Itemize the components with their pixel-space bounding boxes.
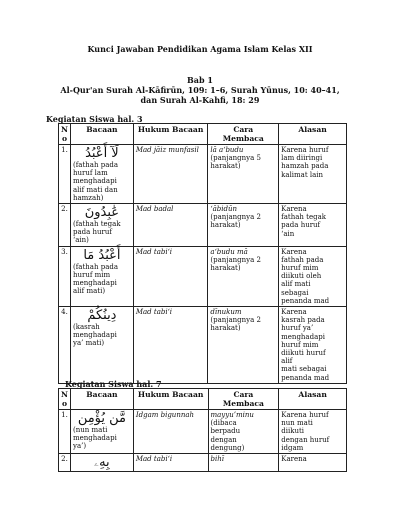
- alasan-line: pada huruf: [281, 221, 321, 230]
- arabic-text: بِهِۦ: [94, 455, 110, 471]
- alasan-line: huruf mim: [281, 340, 319, 349]
- bacaan-cell: [70, 454, 133, 472]
- header-no-line1: N: [61, 125, 68, 134]
- document-title: Kunci Jawaban Pendidikan Agama Islam Kelas XII: [87, 44, 313, 54]
- cara-line: ‘ābidūn: [210, 205, 238, 214]
- bacaan-note-line: menghadapi: [72, 331, 117, 340]
- alasan-line: mati sebagai: [281, 365, 327, 374]
- table-header-row: [59, 389, 347, 410]
- arabic-text: عَٰبِدُونَ: [84, 205, 120, 221]
- header-cara-line1: Cara: [233, 390, 254, 399]
- alasan-line: Karena: [281, 205, 307, 214]
- arabic-text: دِينُكُمْ: [87, 308, 117, 324]
- cara-line: harakat): [210, 264, 241, 273]
- alasan-line: Karena huruf: [281, 146, 329, 154]
- bacaan-note-line: menghadapi: [72, 434, 117, 443]
- header-cara-line2: Membaca: [222, 134, 264, 143]
- bacaan-note-line: ‘ain): [72, 236, 89, 245]
- cara-line: dengung): [210, 443, 245, 452]
- alasan-cell: [279, 410, 347, 454]
- alasan-line: Karena: [281, 455, 307, 464]
- cara-line: (panjangnya 5: [210, 154, 261, 163]
- bacaan-note-line: (fathah tegak: [72, 220, 121, 229]
- alasan-line: huruf ya’: [281, 324, 314, 333]
- alasan-line: diikuti oleh: [281, 272, 322, 281]
- cara-line: harakat): [210, 324, 241, 333]
- alasan-line: ‘ain: [281, 229, 295, 238]
- header-cara-line2: Membaca: [222, 399, 264, 408]
- header-no-line2: o: [61, 399, 68, 408]
- alasan-line: menghadapi: [281, 332, 325, 341]
- table-row: [59, 204, 347, 247]
- alasan-line: alif mati: [281, 280, 311, 289]
- cara-cell: [208, 307, 279, 384]
- cara-cell: [208, 410, 279, 454]
- arabic-text: أَعْبُدُ مَا: [83, 247, 121, 263]
- alasan-line: penanda mad: [281, 373, 330, 382]
- table-row: [59, 145, 347, 204]
- header-no-line2: o: [61, 134, 68, 143]
- alasan-line: Karena huruf: [281, 411, 329, 419]
- bacaan-note-line: pada huruf: [72, 228, 112, 237]
- alasan-line: idgam: [281, 443, 304, 452]
- header-no: [59, 124, 71, 145]
- alasan-line: hamzah pada: [281, 162, 329, 171]
- bacaan-note-line: alif mati dan: [72, 185, 118, 194]
- alasan-line: sebagai: [281, 288, 309, 297]
- alasan-line: fathah pada: [281, 255, 324, 264]
- hukum-cell: Mad tabi‘i: [133, 307, 208, 384]
- header-hukum: Hukum Bacaan: [133, 124, 208, 145]
- alasan-cell: [279, 246, 347, 306]
- chapter-subtitle-line1: Al-Qur'an Surah Al-Kāfirūn, 109: 1–6, Surah Yūnus, 10: 40–41,: [60, 85, 340, 95]
- alasan-line: diikuti: [281, 427, 305, 436]
- cara-cell: [208, 246, 279, 306]
- bacaan-note-line: huruf mim: [72, 270, 111, 279]
- bacaan-note-line: (fathah pada: [72, 161, 119, 169]
- cara-line: berpadu: [210, 427, 241, 436]
- section1-heading: Kegiatan Siswa hal. 3: [46, 114, 143, 124]
- table-row: [59, 246, 347, 306]
- cara-cell: [208, 204, 279, 247]
- header-cara-line1: Cara: [233, 125, 254, 134]
- bacaan-cell: [70, 246, 133, 306]
- cara-line: (panjangnya 2: [210, 213, 261, 222]
- alasan-line: huruf mim: [281, 264, 319, 273]
- alasan-line: fathah tegak: [281, 213, 326, 222]
- bacaan-cell: [70, 204, 133, 247]
- bacaan-note-line: hamzah): [72, 193, 104, 202]
- cara-line: (panjangnya 2: [210, 316, 261, 325]
- alasan-line: penanda mad: [281, 296, 330, 305]
- header-cara: [208, 389, 279, 410]
- alasan-line: kasrah pada: [281, 316, 325, 325]
- cara-line: (dibaca: [210, 419, 237, 428]
- header-bacaan: Bacaan: [70, 124, 133, 145]
- cara-line: (panjangnya 2: [210, 255, 261, 264]
- alasan-cell: [279, 307, 347, 384]
- alasan-line: kalimat lain: [281, 170, 324, 179]
- alasan-line: diikuti huruf: [281, 349, 326, 358]
- row-number: 2.: [59, 204, 71, 247]
- table-row: [59, 307, 347, 384]
- bacaan-note-line: ya’ mati): [72, 339, 105, 348]
- bacaan-note-line: ya’): [72, 442, 87, 451]
- table-row: [59, 454, 347, 472]
- alasan-line: alif: [281, 357, 293, 366]
- bacaan-note-line: (fathah pada: [72, 262, 119, 271]
- row-number: 1.: [59, 410, 71, 454]
- cara-line: bihī: [210, 455, 224, 464]
- cara-line: harakat): [210, 162, 241, 171]
- header-bacaan: Bacaan: [70, 389, 133, 410]
- header-cara: [208, 124, 279, 145]
- table-header-row: [59, 124, 347, 145]
- alasan-cell: [279, 145, 347, 204]
- bacaan-note-line: huruf lam: [72, 169, 108, 178]
- cara-line: harakat): [210, 221, 241, 230]
- header-hukum: Hukum Bacaan: [133, 389, 208, 410]
- alasan-cell: [279, 454, 347, 472]
- bacaan-note-line: menghadapi: [72, 279, 117, 288]
- cara-line: mayyu’minu: [210, 411, 254, 419]
- alasan-line: Karena: [281, 308, 307, 317]
- row-number: 1.: [59, 145, 71, 204]
- chapter-subtitle-line2: dan Surah Al-Kahfi, 18: 29: [140, 95, 260, 105]
- bacaan-cell: [70, 145, 133, 204]
- alasan-line: lam diiringi: [281, 154, 323, 163]
- section2-heading: Kegiatan Siswa hal. 7: [65, 379, 162, 389]
- header-no: [59, 389, 71, 410]
- bacaan-note-line: menghadapi: [72, 177, 117, 186]
- cara-line: dengan: [210, 435, 237, 444]
- table-row: [59, 410, 347, 454]
- hukum-cell: Idgam bigunnah: [133, 410, 208, 454]
- alasan-line: dengan huruf: [281, 435, 330, 444]
- alasan-cell: [279, 204, 347, 247]
- header-alasan: Alasan: [279, 124, 347, 145]
- bacaan-cell: [70, 410, 133, 454]
- chapter-heading-block: [40, 75, 360, 105]
- bacaan-note-line: (nun mati: [72, 426, 108, 434]
- cara-line: lā a‘budu: [210, 146, 244, 154]
- cara-cell: [208, 145, 279, 204]
- cara-line: a‘budu mā: [210, 247, 248, 256]
- cara-cell: [208, 454, 279, 472]
- section1-table: [58, 123, 347, 384]
- row-number: 4.: [59, 307, 71, 384]
- bacaan-cell: [70, 307, 133, 384]
- cara-line: dīnukum: [210, 308, 242, 317]
- chapter-heading: Bab 1: [187, 75, 213, 85]
- arabic-text: مَّن يُؤْمِن: [77, 411, 126, 426]
- header-alasan: Alasan: [279, 389, 347, 410]
- hukum-cell: Mad tabi‘i: [133, 246, 208, 306]
- section2-table: [58, 388, 347, 472]
- row-number: 2.: [59, 454, 71, 472]
- arabic-text: لَآ أَعْبُدُ: [85, 146, 119, 161]
- hukum-cell: Mad tabi‘i: [133, 454, 208, 472]
- alasan-line: Karena: [281, 247, 307, 256]
- hukum-cell: Mad badal: [133, 204, 208, 247]
- row-number: 3.: [59, 246, 71, 306]
- alasan-line: nun mati: [281, 419, 313, 428]
- header-no-line1: N: [61, 390, 68, 399]
- bacaan-note-line: alif mati): [72, 287, 106, 296]
- hukum-cell: Mad jāiz munfasil: [133, 145, 208, 204]
- bacaan-note-line: (kasrah: [72, 323, 100, 332]
